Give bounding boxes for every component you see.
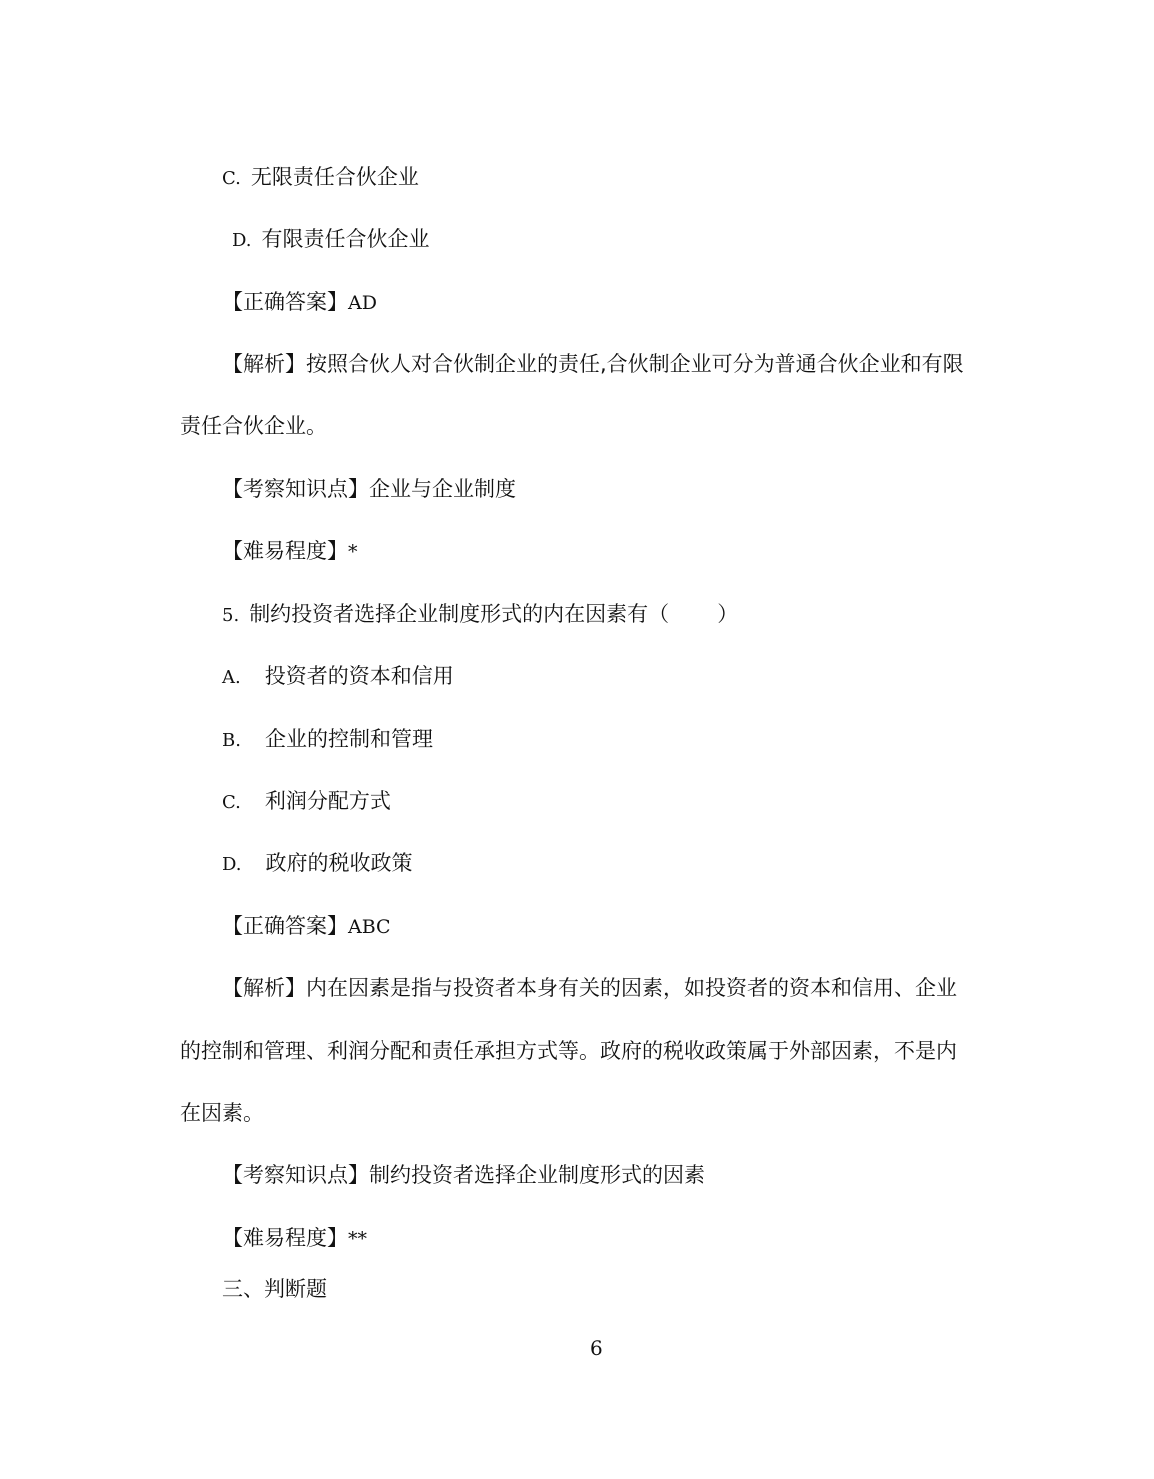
- knowledge-label: 【考察知识点】: [222, 477, 369, 501]
- analysis-text: 内在因素是指与投资者本身有关的因素，如投资者的资本和信用、企业: [306, 976, 957, 1000]
- difficulty-label: 【难易程度】: [222, 1226, 348, 1250]
- difficulty-value: *: [348, 541, 358, 563]
- option-text: 企业的控制和管理: [264, 727, 433, 751]
- option-text: 利润分配方式: [264, 789, 391, 813]
- q5-option-c: [222, 787, 391, 817]
- q5-option-a: [222, 662, 454, 692]
- knowledge-value: 制约投资者选择企业制度形式的因素: [369, 1163, 705, 1187]
- option-letter: D.: [222, 854, 242, 875]
- option-letter: A.: [222, 667, 241, 688]
- q5-knowledge-point: [222, 1161, 705, 1189]
- option-letter: B.: [222, 730, 241, 751]
- page-number: 6: [590, 1336, 603, 1360]
- option-text: 无限责任合伙企业: [250, 165, 419, 189]
- q4-analysis-line-1: [222, 350, 964, 378]
- option-letter: C.: [222, 792, 241, 813]
- q5-option-b: [222, 725, 433, 755]
- knowledge-label: 【考察知识点】: [222, 1163, 369, 1187]
- answer-value: ABC: [348, 916, 391, 938]
- question-number: 5.: [222, 605, 240, 626]
- analysis-text: 按照合伙人对合伙制企业的责任,合伙制企业可分为普通合伙企业和有限: [306, 352, 964, 376]
- option-text: 政府的税收政策: [265, 851, 413, 875]
- analysis-label: 【解析】: [222, 976, 306, 1000]
- q5-option-d: [222, 849, 413, 879]
- option-text: 有限责任合伙企业: [261, 227, 430, 251]
- q4-difficulty: [222, 537, 358, 566]
- q5-answer: [222, 912, 391, 941]
- answer-label: 【正确答案】: [222, 914, 348, 938]
- q4-answer: [222, 288, 377, 317]
- q4-option-c: [222, 163, 419, 193]
- q5-difficulty: [222, 1224, 367, 1253]
- q4-option-d: [232, 225, 430, 255]
- question-stem-close: ）: [717, 602, 739, 626]
- q5-stem: [222, 600, 738, 630]
- q4-knowledge-point: [222, 475, 516, 503]
- answer-label: 【正确答案】: [222, 290, 348, 314]
- q5-analysis-line-3: 在因素。: [180, 1101, 264, 1125]
- option-text: 投资者的资本和信用: [264, 664, 454, 688]
- question-stem: 制约投资者选择企业制度形式的内在因素有（: [249, 602, 670, 626]
- knowledge-value: 企业与企业制度: [369, 477, 516, 501]
- analysis-label: 【解析】: [222, 352, 306, 376]
- option-letter: D.: [232, 230, 252, 251]
- q4-analysis-line-2: 责任合伙企业。: [180, 414, 327, 438]
- option-letter: C.: [222, 168, 241, 189]
- answer-value: AD: [348, 292, 377, 314]
- q5-analysis-line-1: [222, 974, 957, 1002]
- difficulty-label: 【难易程度】: [222, 539, 348, 563]
- section-heading: 三、判断题: [222, 1277, 327, 1301]
- q5-analysis-line-2: 的控制和管理、利润分配和责任承担方式等。政府的税收政策属于外部因素，不是内: [180, 1039, 957, 1063]
- difficulty-value: **: [348, 1228, 367, 1250]
